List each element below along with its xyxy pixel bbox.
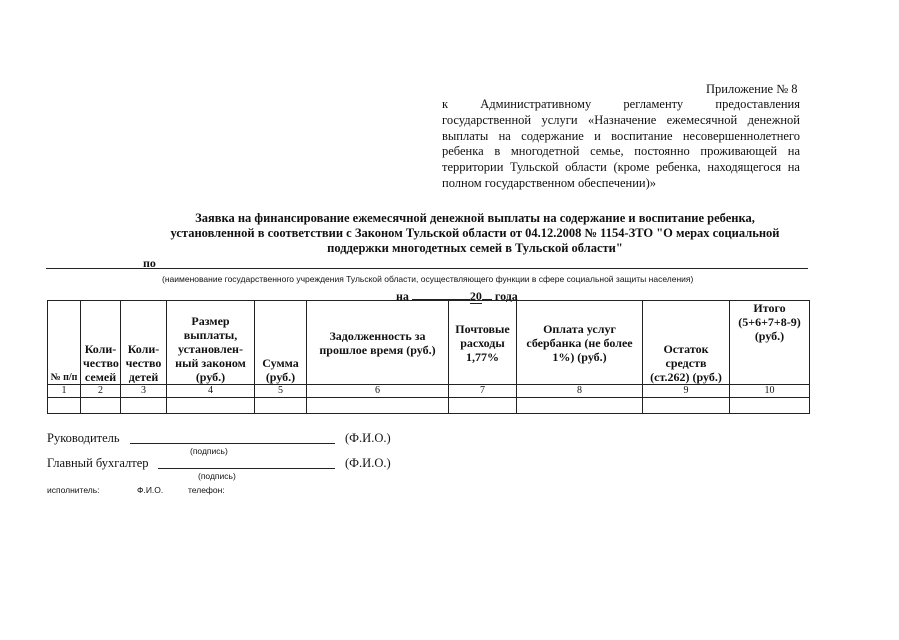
date-blank [412,288,470,300]
accountant-label: Главный бухгалтер [47,456,149,470]
header-debt: Задолженность за прошлое время (руб.) [307,301,449,385]
header-number: № п/п [48,301,81,385]
header-bank-fee: Оплата услуг сбербанка (не более 1%) (руб.) [517,301,643,385]
col-number: 2 [81,385,121,398]
po-label: по [143,256,156,270]
accountant-signature-line[interactable] [158,468,335,469]
head-signature-caption: (подпись) [190,446,228,456]
header-total: Итого (5+6+7+8-9) (руб.) [730,301,810,385]
header-payment-size: Размер выплаты, установлен-ный законом (руб.) [167,301,255,385]
col-number: 1 [48,385,81,398]
document-title-line-3: поддержки многодетных семей в Тульской области" [327,241,623,255]
col-number: 7 [449,385,517,398]
document-title [140,211,810,256]
table-header-row [48,301,810,385]
head-label: Руководитель [47,431,120,445]
col-number: 4 [167,385,255,398]
head-signature-line[interactable] [130,443,335,444]
empty-cell[interactable] [643,398,730,414]
col-number: 6 [307,385,449,398]
appendix-text: к Административному регламенту предоставления государственной услуги «Назначение ежемесячной денежной выплаты на содержание и воспитание несовершеннолетнего ребенка в многодетной семье, постоянно проживающей на территории Тульской области (кроме ребенка, находящегося на полном государственном обеспечении)» [442,97,800,190]
empty-cell[interactable] [81,398,121,414]
header-families: Коли-чество семей [81,301,121,385]
empty-cell[interactable] [517,398,643,414]
appendix-title: Приложение № 8 [706,82,798,96]
footer-fio: Ф.И.О. [137,485,164,495]
footer-executor: исполнитель: [47,485,100,495]
empty-cell[interactable] [307,398,449,414]
header-sum: Сумма (руб.) [255,301,307,385]
empty-cell[interactable] [167,398,255,414]
col-number: 3 [121,385,167,398]
header-balance: Остаток средств (ст.262) (руб.) [643,301,730,385]
institution-caption: (наименование государственного учреждения Тульской области, осуществляющего функции в сфере социальной защиты населения) [162,274,694,284]
date-prefix: на [396,289,409,303]
date-year-blank [482,288,492,300]
col-number: 10 [730,385,810,398]
head-fio: (Ф.И.О.) [345,431,391,445]
document-title-line-2: установленной в соответствии с Законом Тульской области от 04.12.2008 № 1154-ЗТО "О мерах социальной [170,226,780,240]
col-number: 8 [517,385,643,398]
accountant-signature-caption: (подпись) [198,471,236,481]
accountant-fio: (Ф.И.О.) [345,456,391,470]
table-empty-row [48,398,810,414]
empty-cell[interactable] [255,398,307,414]
date-year: 20 [469,289,482,303]
date-suffix: года [494,289,518,303]
institution-line [46,268,808,269]
header-children: Коли-чество детей [121,301,167,385]
empty-cell[interactable] [449,398,517,414]
col-number: 9 [643,385,730,398]
funding-table [47,300,810,414]
empty-cell[interactable] [730,398,810,414]
empty-cell[interactable] [48,398,81,414]
footer-phone: телефон: [188,485,225,495]
table-numbers-row [48,385,810,398]
header-postal: Почтовые расходы 1,77% [449,301,517,385]
document-title-line-1: Заявка на финансирование ежемесячной денежной выплаты на содержание и воспитание ребенка, [195,211,755,225]
empty-cell[interactable] [121,398,167,414]
col-number: 5 [255,385,307,398]
